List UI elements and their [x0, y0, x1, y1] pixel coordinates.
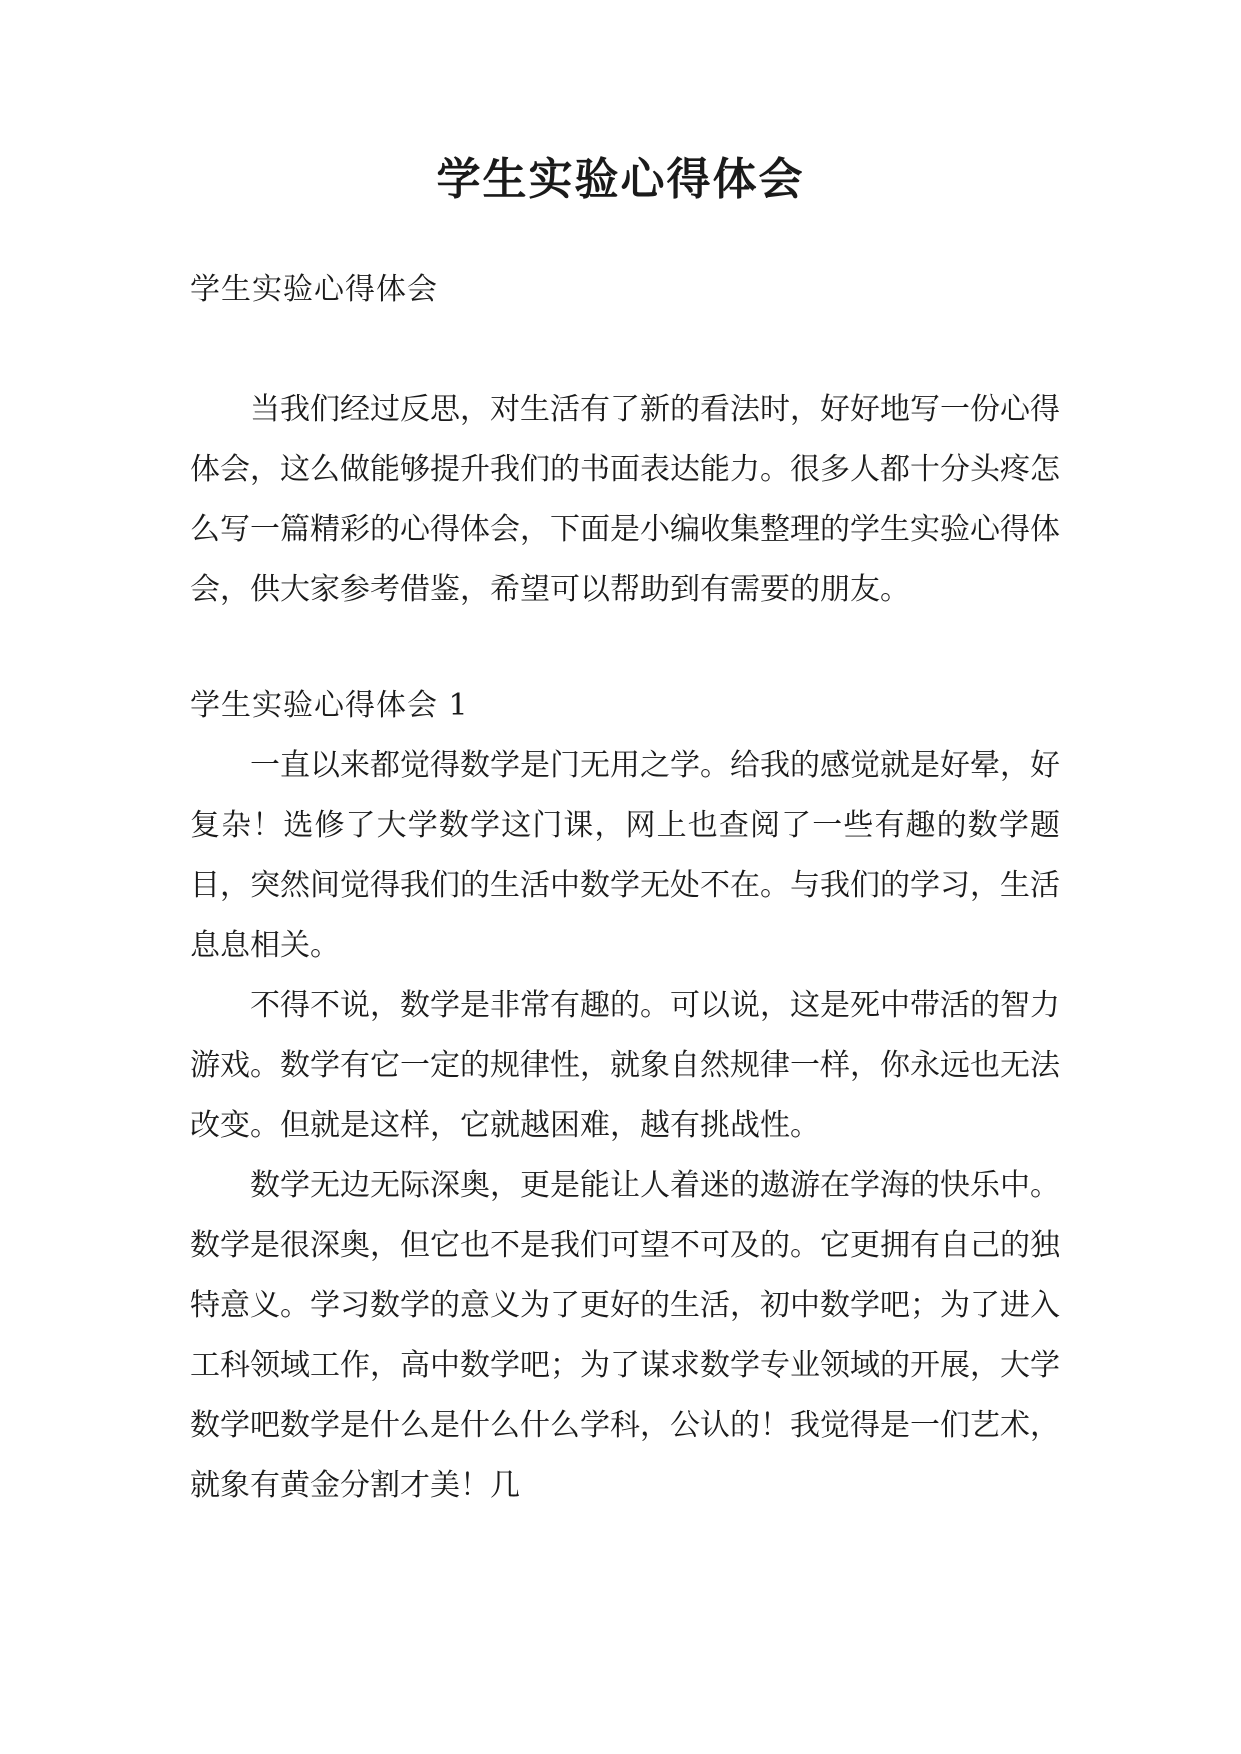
document-title: 学生实验心得体会 — [436, 154, 805, 205]
section-heading: 学生实验心得体会 1 — [190, 688, 469, 723]
document-subtitle: 学生实验心得体会 — [190, 272, 438, 307]
spacer — [190, 620, 1060, 676]
body-paragraph: 一直以来都觉得数学是门无用之学。给我的感觉就是好晕，好复杂！选修了大学数学这门课，网上也查阅了一些有趣的数学题目，突然间觉得我们的生活中数学无处不在。与我们的学习，生活息息相关。 — [190, 748, 1060, 963]
body-paragraph: 不得不说，数学是非常有趣的。可以说，这是死中带活的智力游戏。数学有它一定的规律性，就象自然规律一样，你永远也无法改变。但就是这样，它就越困难，越有挑战性。 — [190, 988, 1060, 1143]
intro-paragraph: 当我们经过反思，对生活有了新的看法时，好好地写一份心得体会，这么做能够提升我们的书面表达能力。很多人都十分头疼怎么写一篇精彩的心得体会，下面是小编收集整理的学生实验心得体会，供大家参考借鉴，希望可以帮助到有需要的朋友。 — [190, 392, 1060, 607]
body-paragraph: 数学无边无际深奥，更是能让人着迷的遨游在学海的快乐中。数学是很深奥，但它也不是我们可望不可及的。它更拥有自己的独特意义。学习数学的意义为了更好的生活，初中数学吧；为了进入工科领域工作，高中数学吧；为了谋求数学专业领域的开展，大学数学吧数学是什么是什么什么学科，公认的！我觉得是一们艺术，就象有黄金分割才美！几 — [190, 1168, 1060, 1503]
spacer — [190, 320, 1060, 380]
document-body — [190, 260, 1060, 1516]
